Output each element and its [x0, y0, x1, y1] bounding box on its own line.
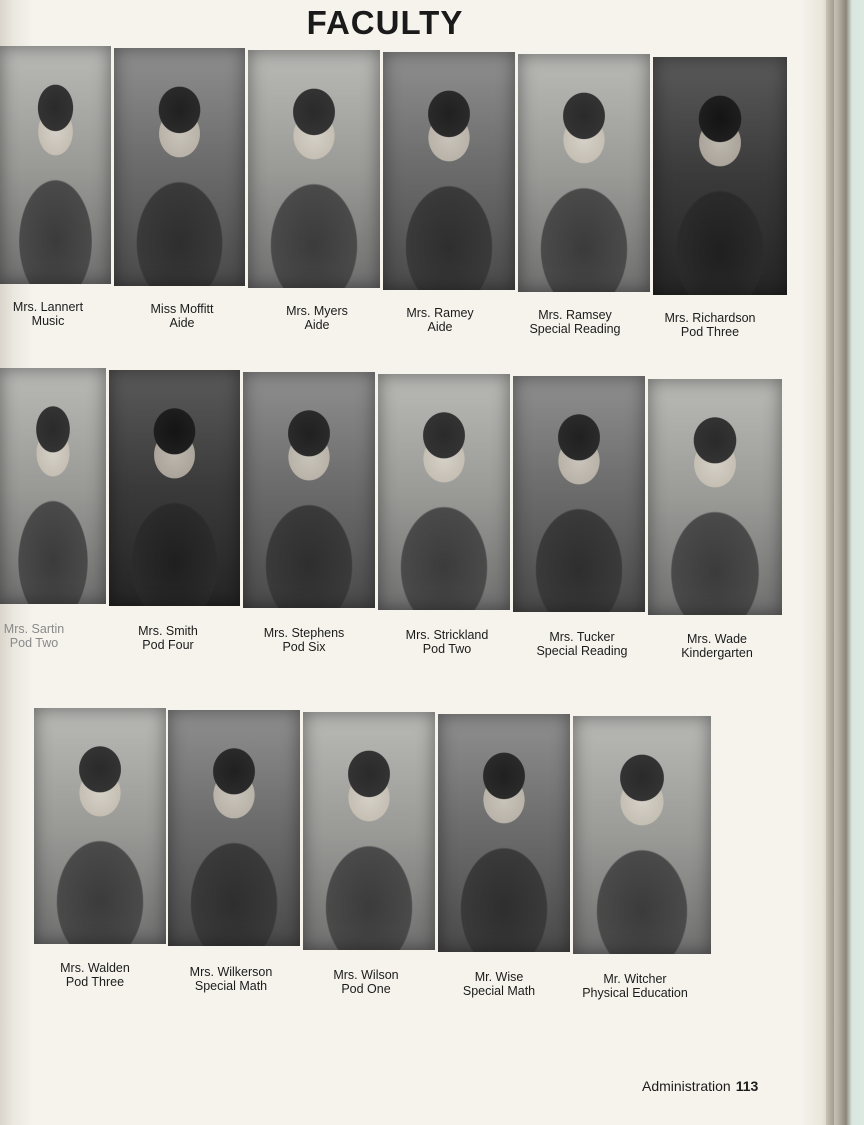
faculty-photo: [109, 370, 240, 606]
faculty-photo: [513, 376, 645, 612]
faculty-role: Physical Education: [582, 986, 688, 1000]
faculty-photo: [648, 379, 782, 615]
faculty-role: Pod Three: [680, 325, 740, 339]
faculty-name: Mrs. Wilson: [333, 968, 399, 982]
faculty-photo: [573, 716, 711, 954]
faculty-role: Aide: [169, 316, 195, 330]
faculty-photo: [248, 50, 380, 288]
faculty-photo: [383, 52, 515, 290]
page-binding-edge: [826, 0, 834, 1125]
page-footer: [642, 1078, 758, 1094]
faculty-caption: [252, 304, 382, 332]
faculty-caption: [375, 306, 505, 334]
faculty-caption: [517, 630, 647, 658]
faculty-photo: [303, 712, 435, 950]
faculty-name: Mrs. Walden: [60, 961, 130, 975]
faculty-caption: [510, 308, 640, 336]
faculty-role: Special Math: [194, 979, 268, 993]
faculty-role: Pod One: [341, 982, 391, 996]
faculty-name: Mrs. Strickland: [405, 628, 489, 642]
faculty-role: Pod Two: [422, 642, 472, 656]
faculty-photo: [378, 374, 510, 610]
faculty-photo: [34, 708, 166, 944]
faculty-role: Pod Two: [9, 636, 59, 650]
faculty-role: Aide: [427, 320, 453, 334]
faculty-name: Mrs. Tucker: [549, 630, 615, 644]
faculty-role: Kindergarten: [681, 646, 753, 660]
faculty-caption: [30, 961, 160, 989]
faculty-caption: [301, 968, 431, 996]
faculty-caption: [570, 972, 700, 1000]
faculty-name: Mrs. Sartin: [3, 622, 65, 636]
faculty-photo: [0, 46, 111, 284]
faculty-role: Special Reading: [529, 322, 621, 336]
faculty-photo: [0, 368, 106, 604]
faculty-caption: [103, 624, 233, 652]
faculty-role: Music: [31, 314, 65, 328]
faculty-photo: [438, 714, 570, 952]
faculty-name: Mrs. Stephens: [263, 626, 345, 640]
faculty-name: Mr. Witcher: [603, 972, 667, 986]
faculty-photo: [114, 48, 245, 286]
faculty-role: Special Reading: [536, 644, 628, 658]
faculty-role: Pod Four: [142, 638, 194, 652]
faculty-role: Aide: [304, 318, 330, 332]
faculty-name: Mrs. Ramsey: [538, 308, 612, 322]
faculty-role: Pod Three: [65, 975, 125, 989]
faculty-caption: [239, 626, 369, 654]
page-title: FACULTY: [306, 4, 464, 41]
faculty-caption: [645, 311, 775, 339]
faculty-caption: [0, 300, 96, 328]
faculty-photo: [168, 710, 300, 946]
page-number: 113: [735, 1078, 759, 1094]
faculty-name: Mrs. Wilkerson: [189, 965, 273, 979]
faculty-photo: [653, 57, 787, 295]
section-name: Administration: [642, 1078, 731, 1094]
faculty-name: Mrs. Ramey: [406, 306, 474, 320]
faculty-caption: [0, 622, 68, 650]
faculty-caption: [118, 302, 246, 330]
faculty-name: Miss Moffitt: [150, 302, 214, 316]
faculty-caption: [382, 628, 512, 656]
faculty-name: Mrs. Richardson: [664, 311, 756, 325]
faculty-caption: [652, 632, 782, 660]
faculty-name: Mrs. Lannert: [12, 300, 84, 314]
faculty-role: Pod Six: [282, 640, 326, 654]
faculty-photo: [243, 372, 375, 608]
faculty-name: Mrs. Myers: [286, 304, 348, 318]
faculty-caption: [166, 965, 296, 993]
faculty-photo: [518, 54, 650, 292]
faculty-name: Mrs. Wade: [687, 632, 747, 646]
faculty-name: Mr. Wise: [474, 970, 524, 984]
faculty-caption: [434, 970, 564, 998]
faculty-name: Mrs. Smith: [138, 624, 198, 638]
faculty-role: Special Math: [462, 984, 536, 998]
